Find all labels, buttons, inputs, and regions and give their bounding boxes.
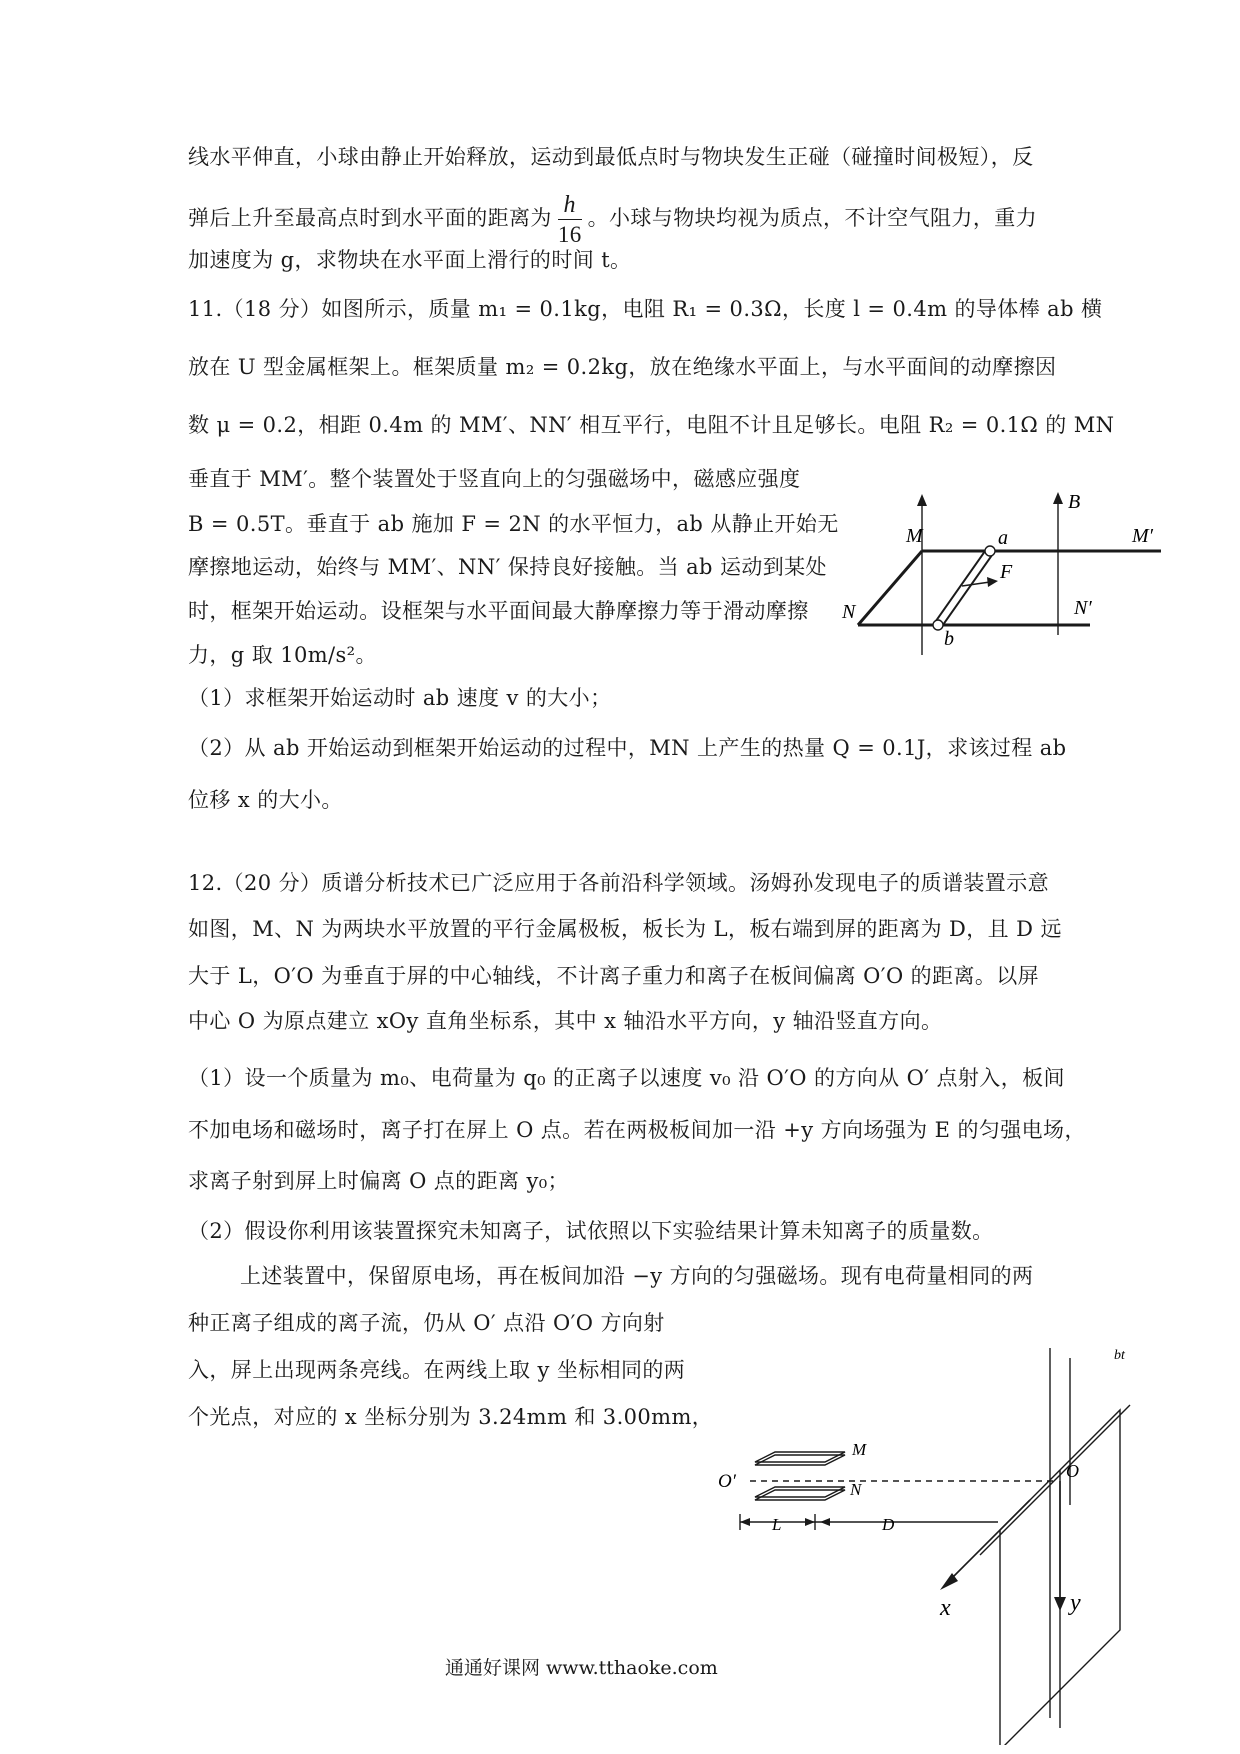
label-M: M (906, 525, 923, 547)
q11-line-2: 放在 U 型金属框架上。框架质量 m₂ = 0.2kg，放在绝缘水平面上，与水平面间的动摩擦因 (188, 355, 1057, 379)
q12-sub-2a: （2）假设你利用该装置探究未知离子，试依照以下实验结果计算未知离子的质量数。 (188, 1219, 994, 1243)
q12-sub-1c: 求离子射到屏上时偏离 O 点的距离 y₀； (188, 1169, 569, 1193)
q12-sub-2d: 入，屏上出现两条亮线。在两线上取 y 坐标相同的两 (188, 1358, 686, 1382)
label-F: F (1000, 561, 1013, 583)
label-bt: bt (1114, 1348, 1125, 1363)
q11-sub-1: （1）求框架开始运动时 ab 速度 v 的大小； (188, 686, 612, 710)
label-L: L (772, 1515, 782, 1534)
q12-figure (700, 1315, 1160, 1745)
label-N: N (842, 601, 856, 623)
label-N-prime: N′ (1074, 597, 1092, 619)
label-b: b (944, 628, 954, 650)
q12-sub-2b: 上述装置中，保留原电场，再在板间加沿 −y 方向的匀强磁场。现有电荷量相同的两 (240, 1264, 1034, 1288)
label-x-axis: x (940, 1595, 951, 1621)
q12-sub-1a: （1）设一个质量为 m₀、电荷量为 q₀ 的正离子以速度 v₀ 沿 O′O 的方向从 O′ 点射入，板间 (188, 1066, 1065, 1090)
q12-line-1: 12.（20 分）质谱分析技术已广泛应用于各前沿科学领域。汤姆孙发现电子的质谱装置示意 (188, 871, 1049, 895)
fraction-h-over-16 (558, 193, 582, 246)
label-a: a (998, 527, 1008, 549)
q11-line-6: 摩擦地运动，始终与 MM′、NN′ 保持良好接触。当 ab 运动到某处 (188, 555, 827, 579)
label-B: B (1068, 491, 1081, 513)
q11-line-4: 垂直于 MM′。整个装置处于竖直向上的匀强磁场中，磁感应强度 (188, 467, 801, 491)
fraction-numerator: h (558, 193, 582, 220)
p10-line-2b: 。小球与物块均视为质点，不计空气阻力，重力 (587, 206, 1038, 230)
label-plate-M: M (852, 1440, 867, 1459)
q11-figure (840, 490, 1170, 660)
q12-line-2: 如图，M、N 为两块水平放置的平行金属极板，板长为 L，板右端到屏的距离为 D，且 D 远 (188, 917, 1062, 941)
q11-line-7: 时，框架开始运动。设框架与水平面间最大静摩擦力等于滑动摩擦 (188, 599, 809, 623)
q12-line-4: 中心 O 为原点建立 xOy 直角坐标系，其中 x 轴沿水平方向，y 轴沿竖直方向。 (188, 1009, 943, 1033)
q11-sub-3: 位移 x 的大小。 (188, 788, 343, 812)
q11-sub-2: （2）从 ab 开始运动到框架开始运动的过程中，MN 上产生的热量 Q = 0.1J，求该过程 ab (188, 736, 1067, 760)
q11-line-1: 11.（18 分）如图所示，质量 m₁ = 0.1kg，电阻 R₁ = 0.3Ω，长度 l = 0.4m 的导体棒 ab 横 (188, 297, 1103, 321)
q12-sub-2c: 种正离子组成的离子流，仍从 O′ 点沿 O′O 方向射 (188, 1311, 665, 1335)
label-O-prime: O′ (718, 1471, 736, 1492)
label-D: D (882, 1515, 895, 1534)
q12-sub-2e: 个光点，对应的 x 坐标分别为 3.24mm 和 3.00mm， (188, 1405, 714, 1429)
q12-sub-1b: 不加电场和磁场时，离子打在屏上 O 点。若在两极板间加一沿 +y 方向场强为 E 的匀强电场， (188, 1118, 1086, 1142)
p10-line-2a: 弹后上升至最高点时到水平面的距离为 (188, 206, 552, 230)
fraction-denominator: 16 (557, 222, 582, 247)
footer-watermark: 通通好课网 www.tthaoke.com (445, 1657, 718, 1679)
p10-line-2 (188, 193, 1037, 246)
label-plate-N: N (850, 1480, 862, 1499)
p10-line-1: 线水平伸直，小球由静止开始释放，运动到最低点时与物块发生正碰（碰撞时间极短），反 (188, 145, 1034, 169)
label-M-prime: M′ (1132, 525, 1154, 547)
q11-line-8: 力，g 取 10m/s²。 (188, 643, 377, 667)
q12-line-3: 大于 L，O′O 为垂直于屏的中心轴线，不计离子重力和离子在板间偏离 O′O 的距离。以屏 (188, 964, 1040, 988)
q11-line-3: 数 μ = 0.2，相距 0.4m 的 MM′、NN′ 相互平行，电阻不计且足够长。电阻 R₂ = 0.1Ω 的 MN (188, 413, 1115, 437)
q11-line-5: B = 0.5T。垂直于 ab 施加 F = 2N 的水平恒力，ab 从静止开始无 (188, 512, 839, 536)
label-O: O (1066, 1461, 1079, 1481)
label-y-axis: y (1070, 1590, 1081, 1616)
p10-line-3: 加速度为 g，求物块在水平面上滑行的时间 t。 (188, 248, 632, 272)
